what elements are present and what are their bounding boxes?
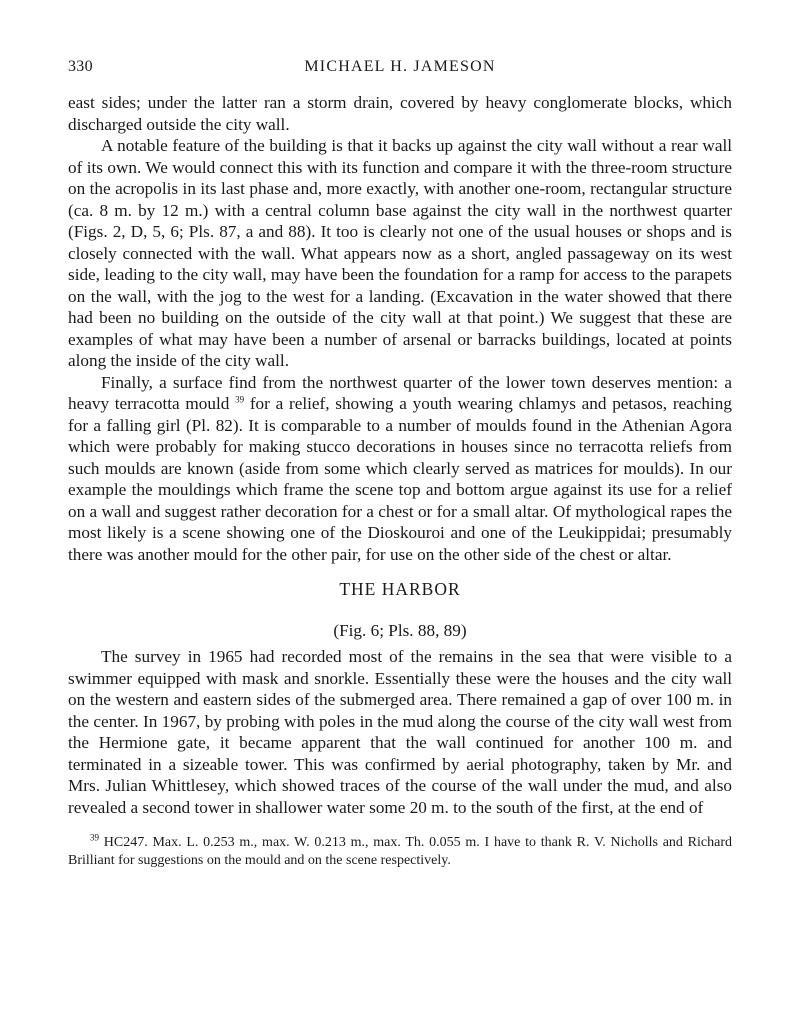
paragraph-3-text-a: Finally, a surface find from the northwest quarter of the lower town deserves mention: a heavy terracotta mould xyxy=(68,372,732,413)
paragraph-1: east sides; under the latter ran a storm drain, covered by heavy conglomerate blocks, which discharged outside the city wall. xyxy=(68,93,732,134)
footnote xyxy=(68,834,732,870)
section-subtitle: (Fig. 6; Pls. 88, 89) xyxy=(333,621,467,640)
paragraph-3 xyxy=(68,372,732,566)
footnote-reference[interactable]: 39 xyxy=(235,394,245,405)
paragraph-4: The survey in 1965 had recorded most of the remains in the sea that were visible to a swimmer equipped with mask and snorkle. Essentially these were the houses and the city wall on the western and eastern sides of the submerged area. There remained a gap of over 100 m. in the center. In 1967, by probing with poles in the mud along the course of the city wall west from the Hermione gate, it became apparent that the wall continued for another 100 m. and terminated in a sizeable tower. This was confirmed by aerial photography, taken by Mr. and Mrs. Julian Whittlesey, which showed traces of the course of the wall under the mud, and also revealed a second tower in shallower water some 20 m. to the south of the first, at the end of xyxy=(68,647,732,817)
body-text xyxy=(68,92,732,818)
paragraph-2: A notable feature of the building is that it backs up against the city wall without a rear wall of its own. We would connect this with its function and compare it with the three-room structure on the acropolis in its last phase and, more exactly, with another one-room, rectangular structure (ca. 8 m. by 12 m.) with a central column base against the city wall in the northwest quarter (Figs. 2, D, 5, 6; Pls. 87, a and 88). It too is clearly not one of the usual houses or shops and is closely connected with the wall. What appears now as a short, angled passageway on its west side, leading to the city wall, may have been the foundation for a ramp for access to the parapets on the wall, with the jog to the west for a landing. (Excavation in the water showed that there had been no building on the outside of the city wall at that point.) We suggest that these are examples of what may have been a number of arsenal or barracks buildings, located at points along the inside of the city wall. xyxy=(68,136,732,370)
section-title: THE HARBOR xyxy=(339,579,461,599)
page xyxy=(68,58,732,870)
running-title: MICHAEL H. JAMESON xyxy=(304,58,496,75)
running-head xyxy=(68,58,732,84)
page-number: 330 xyxy=(68,58,93,75)
paragraph-3-text-b: for a relief, showing a youth wearing chlamys and petasos, reaching for a falling girl (Pl. 82). It is comparable to a number of moulds found in the Athenian Agora which were probably for making stucco decorations in houses since no terracotta reliefs from such moulds are known (aside from some which clearly served as matrices for moulds). In our example the mouldings which frame the scene top and bottom argue against its use for a relief on a wall and suggest rather decoration for a chest or for a small altar. Of mythological rapes the most likely is a scene showing one of the Dioskouroi and one of the Leukippidai; presumably there was another mould for the other pair, for use on the other side of the chest or altar. xyxy=(68,394,732,564)
footnote-text: HC247. Max. L. 0.253 m., max. W. 0.213 m., max. Th. 0.055 m. I have to thank R. V. Nicholls and Richard Brilliant for suggestions on the mould and on the scene respectively. xyxy=(68,835,732,868)
footnote-mark: 39 xyxy=(90,832,99,843)
